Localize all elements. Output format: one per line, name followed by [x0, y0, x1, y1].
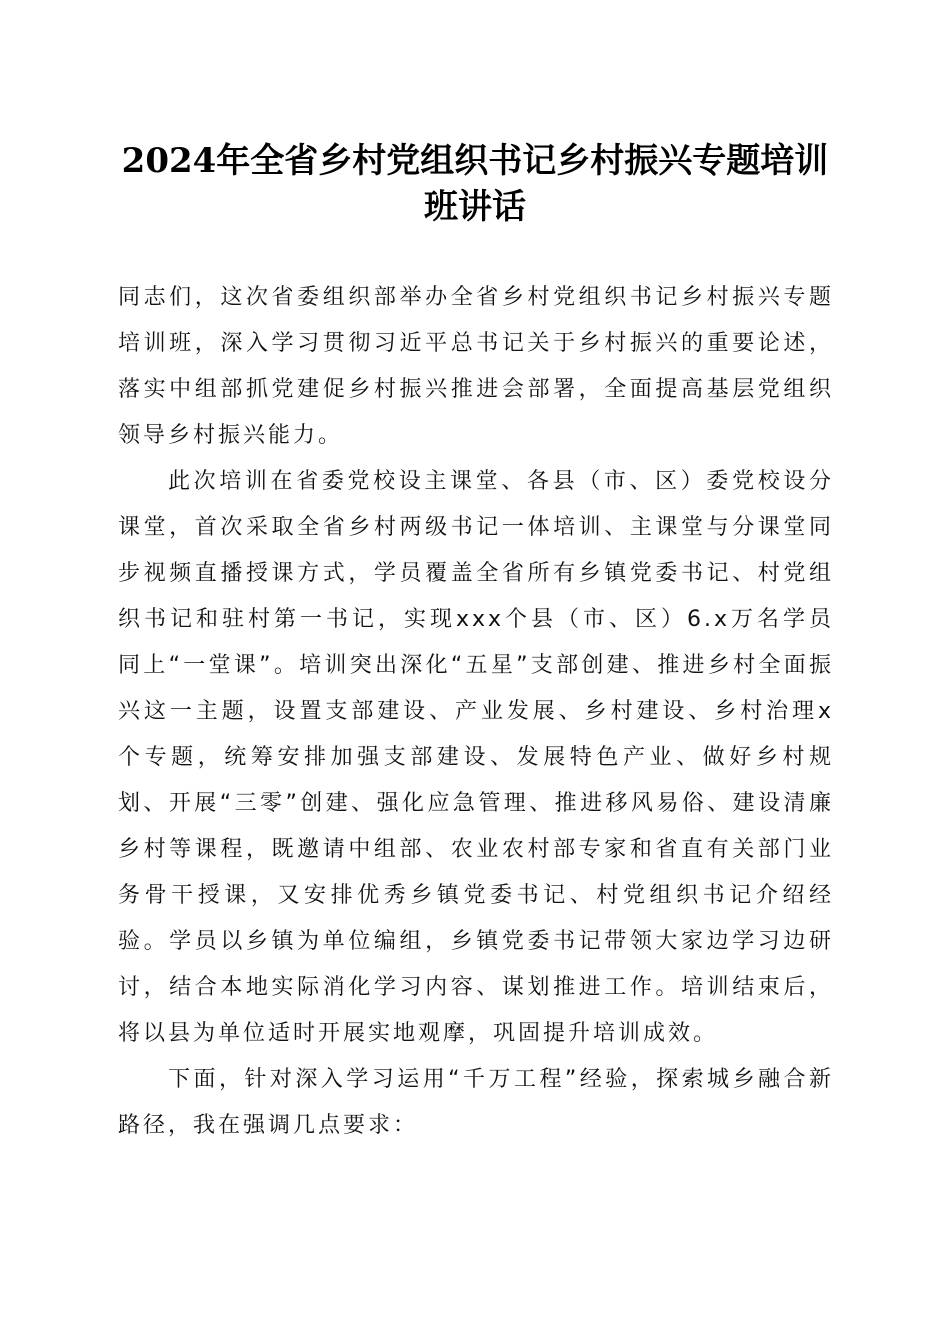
document-title: 2024年全省乡村党组织书记乡村振兴专题培训班讲话 — [121, 141, 829, 227]
paragraph-opening: 同志们，这次省委组织部举办全省乡村党组织书记乡村振兴专题培训班，深入学习贯彻习近平总书记关于乡村振兴的重要论述，落实中组部抓党建促乡村振兴推进会部署，全面提高基层党组织领导乡村振兴能力。 — [118, 285, 834, 448]
paragraph-requirements-intro: 下面，针对深入学习运用“千万工程”经验，探索城乡融合新路径，我在强调几点要求： — [118, 1067, 834, 1138]
document-body — [118, 275, 834, 1149]
paragraph-training-overview: 此次培训在省委党校设主课堂、各县（市、区）委党校设分课堂，首次采取全省乡村两级书记一体培训、主课堂与分课堂同步视频直播授课方式，学员覆盖全省所有乡镇党委书记、村党组织书记和驻村第一书记，实现xxx个县（市、区）6.x万名学员同上“一堂课”。培训突出深化“五星”支部创建、推进乡村全面振兴这一主题，设置支部建设、产业发展、乡村建设、乡村治理x个专题，统筹安排加强支部建设、发展特色产业、做好乡村规划、开展“三零”创建、强化应急管理、推进移风易俗、建设清廉乡村等课程，既邀请中组部、农业农村部专家和省直有关部门业务骨干授课，又安排优秀乡镇党委书记、村党组织书记介绍经验。学员以乡镇为单位编组，乡镇党委书记带领大家边学习边研讨，结合本地实际消化学习内容、谋划推进工作。培训结束后，将以县为单位适时开展实地观摩，巩固提升培训成效。 — [118, 469, 834, 1046]
